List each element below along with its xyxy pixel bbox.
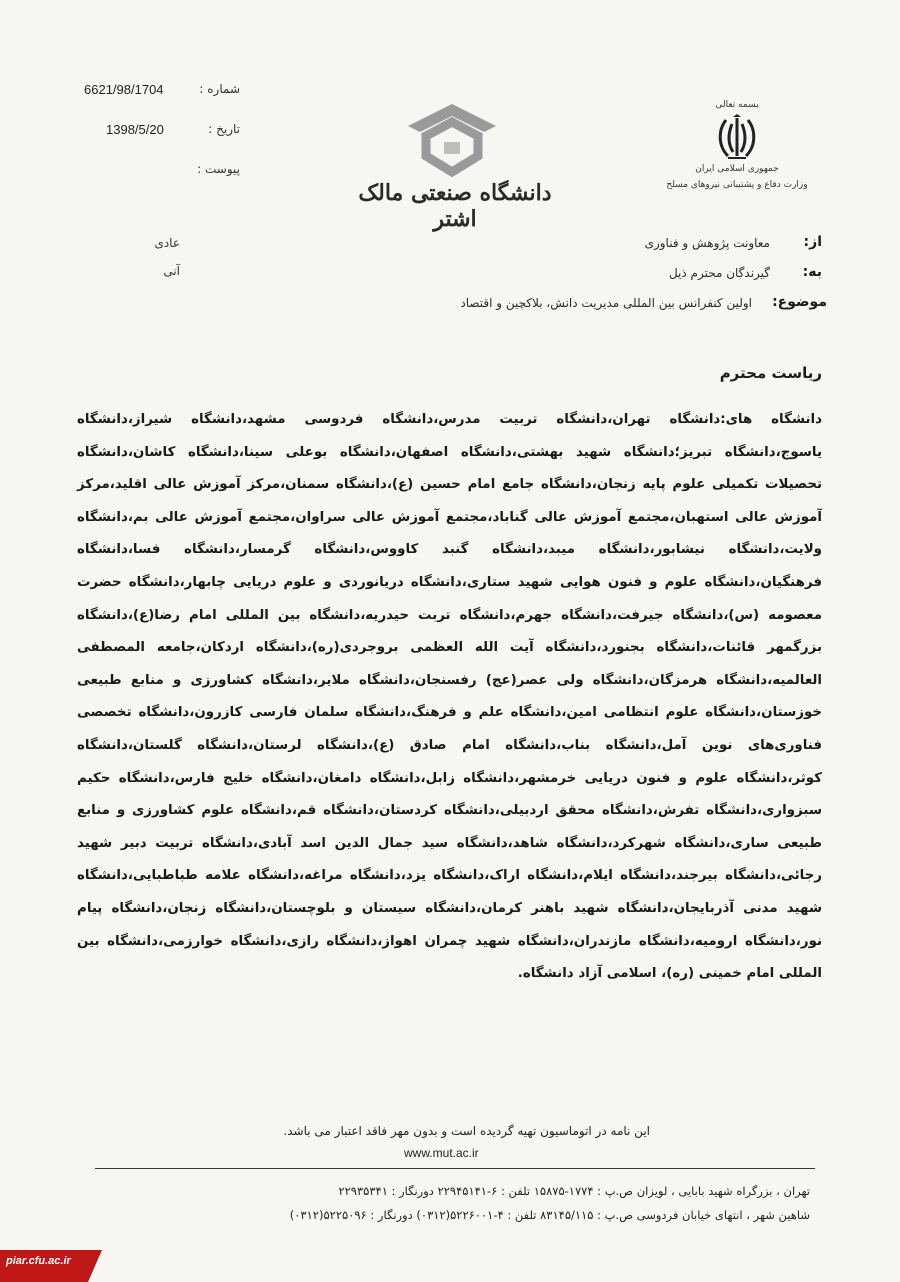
university-logo-icon — [404, 102, 500, 178]
attachment-row — [60, 162, 240, 202]
to-label: به: — [802, 264, 822, 280]
subject-value: اولین کنفرانس بین المللی مدیریت دانش، بلاکچین و اقتصاد — [460, 296, 752, 310]
from-value: معاونت پژوهش و فناوری — [644, 236, 770, 250]
subject-row — [122, 294, 827, 324]
priority-normal: عادی — [154, 236, 180, 250]
emblem-ministry: وزارت دفاع و پشتیبانی نیروهای مسلح — [666, 180, 808, 190]
address-block — [122, 234, 827, 324]
priority-urgent: آنی — [163, 264, 180, 278]
salutation: ریاست محترم — [719, 364, 822, 382]
university-name: دانشگاه صنعتی مالک اشتر — [358, 180, 552, 232]
footer-address-shahinshahr: شاهین شهر ، انتهای خیابان فردوسی ص.پ : ۸۳۱۴۵/۱۱۵ تلفن : ۴-۵۲۲۶۰۰۱(۰۳۱۲) دورنگار : ۵۲۲۵۰۹۶(۰۳۱۲) — [289, 1208, 810, 1222]
attachment-label: پیوست : — [197, 162, 240, 176]
to-value: گیرندگان محترم ذیل — [668, 266, 770, 280]
emblem-top-text: بسمه تعالی — [715, 100, 759, 110]
footer-divider — [95, 1168, 815, 1169]
date-value: 1398/5/20 — [106, 122, 164, 137]
number-value: 6621/98/1704 — [84, 82, 164, 97]
to-row — [122, 264, 822, 294]
corner-badge-text: piar.cfu.ac.ir — [6, 1255, 71, 1267]
number-label: شماره : — [199, 82, 240, 96]
letter-body: دانشگاه های:دانشگاه تهران،دانشگاه تربیت مدرس،دانشگاه فردوسی مشهد،دانشگاه شیراز،دانشگاه یاسوج،دانشگاه تبریز؛دانشگاه شهید بهشتی،دانشگاه اصفهان،دانشگاه بوعلی سینا،دانشگاه کاشان،دانشگاه تحصیلات تکمیلی علوم پایه زنجان،دانشگاه جامع امام حسین (ع)،دانشگاه سمنان،مرکز آموزش عالی اقلید،مرکز آموزش عالی استهبان،مجتمع آموزش عالی گناباد،مجتمع آموزش عالی سراوان،مجتمع آموزش عالی بم،دانشگاه ولایت،دانشگاه نیشابور،دانشگاه میبد،دانشگاه گنبد کاووس،دانشگاه گرمسار،دانشگاه فسا،دانشگاه فرهنگیان،دانشگاه علوم و فنون هوایی شهید ستاری،دانشگاه دریانوردی و علوم دریایی چابهار،دانشگاه حضرت معصومه (س)،دانشگاه جیرفت،دانشگاه جهرم،دانشگاه تربت حیدریه،دانشگاه بین المللی امام رضا(ع)،دانشگاه بزرگمهر قائنات،دانشگاه بجنورد،دانشگاه آیت الله العظمی بروجردی(ره)،دانشگاه اردکان،جامعه المصطفی العالمیه،دانشگاه هرمزگان،دانشگاه ولی عصر(عج) رفسنجان،دانشگاه ملایر،دانشگاه کشاورزی و منابع طبیعی خوزستان،دانشگاه علوم انتظامی امین،دانشگاه علم و فرهنگ،دانشگاه سلمان فارسی کازرون،دانشگاه تخصصی فناوری‌های نوین آمل،دانشگاه بناب،دانشگاه امام صادق (ع)،دانشگاه لرستان،دانشگاه گلستان،دانشگاه کوثر،دانشگاه علوم و فنون دریایی خرمشهر،دانشگاه زابل،دانشگاه دامغان،دانشگاه خلیج فارس،دانشگاه حکیم سبزواری،دانشگاه تفرش،دانشگاه محقق اردبیلی،دانشگاه کردستان،دانشگاه قم،دانشگاه علوم کشاورزی و منابع طبیعی ساری،دانشگاه شهرکرد،دانشگاه شاهد،دانشگاه سید جمال الدین اسد آبادی،دانشگاه تربیت دبیر شهید رجائی،دانشگاه بیرجند،دانشگاه ایلام،دانشگاه اراک،دانشگاه یزد،دانشگاه مراغه،دانشگاه علامه طباطبایی،دانشگاه شهید مدنی آذربایجان،دانشگاه شهید باهنر کرمان،دانشگاه سیستان و بلوچستان،دانشگاه زنجان،دانشگاه پیام نور،دانشگاه ارومیه،دانشگاه مازندران،دانشگاه شهید چمران اهواز،دانشگاه رازی،دانشگاه خوارزمی،دانشگاه بین المللی امام خمینی (ره)، اسلامی آزاد دانشگاه. — [77, 412, 822, 982]
number-row — [60, 82, 240, 122]
footer-note: این نامه در اتوماسیون تهیه گردیده است و بدون مهر فاقد اعتبار می باشد. — [283, 1124, 650, 1138]
emblem-country: جمهوری اسلامی ایران — [695, 164, 779, 174]
emblem-block — [652, 100, 822, 190]
date-label: تاریخ : — [208, 122, 240, 136]
iran-emblem-icon — [714, 114, 760, 162]
footer-address-tehran: تهران ، بزرگراه شهید بابایی ، لویزان ص.پ : ۱۷۷۴-۱۵۸۷۵ تلفن : ۶-۲۲۹۴۵۱۴۱ دورنگار : ۲۲۹۳۵۳۴۱ — [338, 1184, 810, 1198]
from-label: از: — [803, 234, 822, 250]
footer-website: www.mut.ac.ir — [404, 1146, 479, 1160]
subject-label: موضوع: — [772, 294, 827, 310]
from-row — [122, 234, 822, 264]
priority-block — [120, 236, 180, 292]
corner-badge[interactable] — [0, 1250, 88, 1282]
date-row — [60, 122, 240, 162]
letter-meta — [60, 82, 240, 202]
